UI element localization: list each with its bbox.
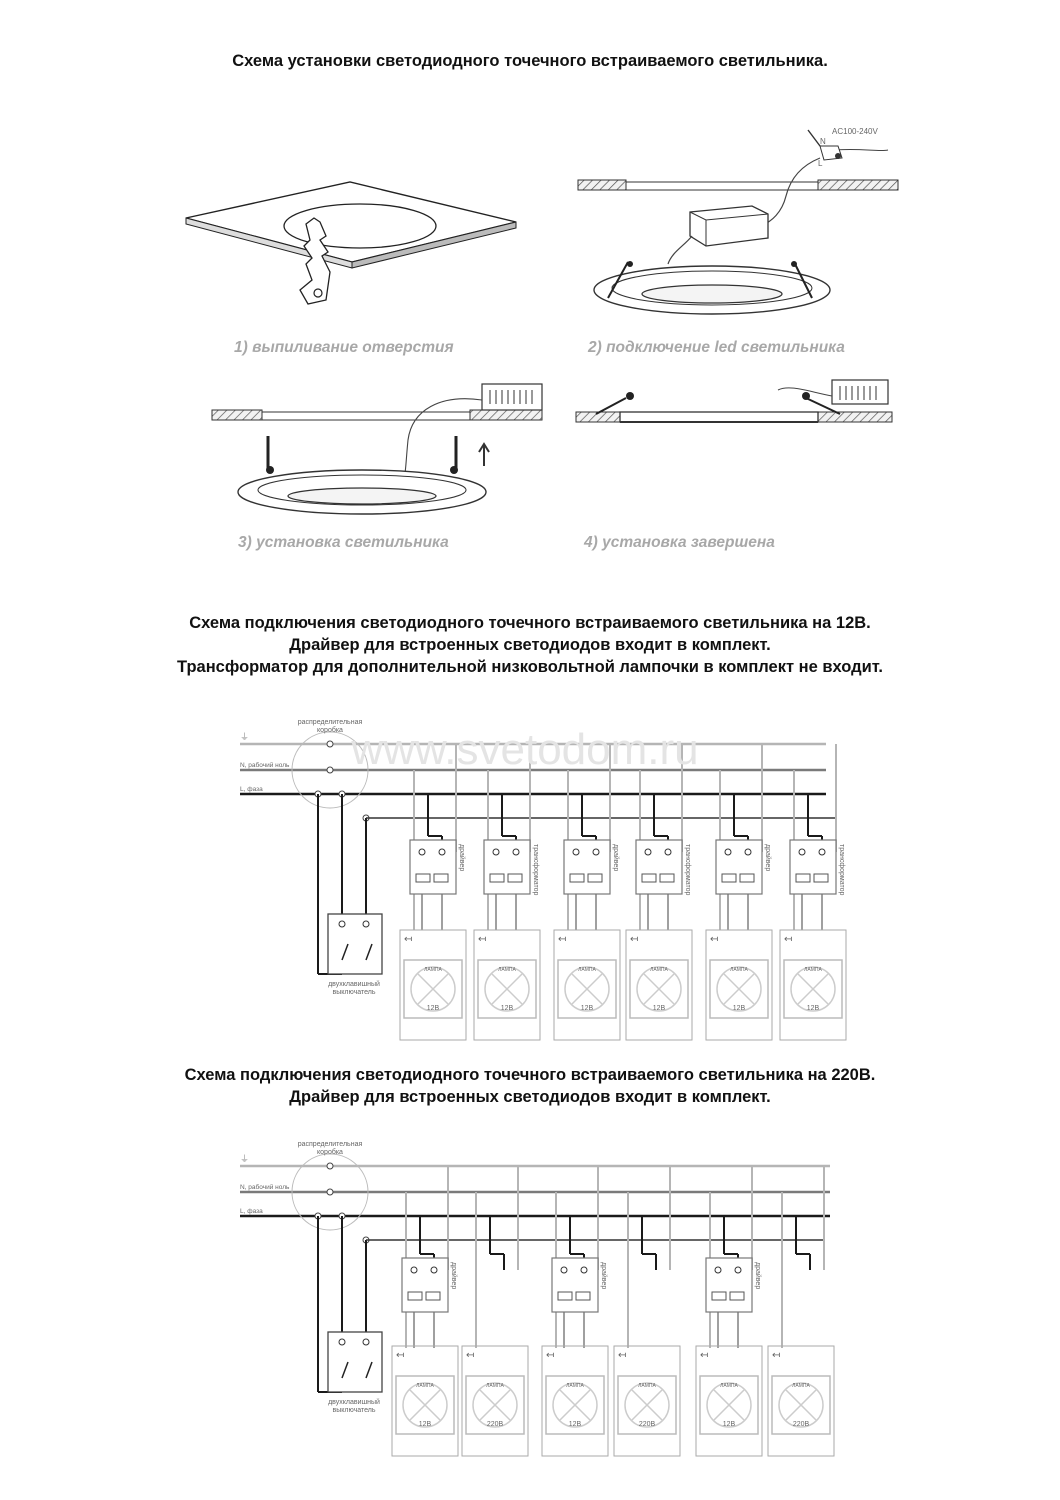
lamp-voltage-label: 12В bbox=[426, 1005, 440, 1012]
ground-arrow-icon: ↤ bbox=[478, 934, 487, 945]
switch-terminal bbox=[339, 1339, 345, 1345]
lamp-voltage-label: 12В bbox=[580, 1005, 594, 1012]
driver-label: драйвер bbox=[754, 1262, 761, 1290]
box-terminal bbox=[576, 1292, 590, 1300]
double-switch-box bbox=[328, 1332, 382, 1392]
ground-arrow-icon: ↤ bbox=[710, 934, 719, 945]
driver-box bbox=[552, 1258, 598, 1312]
ground-arrow-icon: ↤ bbox=[700, 1350, 709, 1361]
watermark: www.svetodom.ru bbox=[351, 725, 699, 774]
ground-arrow-icon: ↤ bbox=[630, 934, 639, 945]
driver-label: драйвер bbox=[450, 1262, 457, 1290]
box-input-terminal bbox=[735, 1267, 741, 1273]
lamp-label: ЛАМПА bbox=[498, 967, 516, 973]
lamp-voltage-label: 12В bbox=[732, 1005, 746, 1012]
terminal-n-label: N bbox=[820, 137, 826, 146]
neutral-line-label: N, рабочий ноль bbox=[240, 762, 290, 769]
lamp-label: ЛАМПА bbox=[638, 1383, 656, 1389]
ground-arrow-icon: ↤ bbox=[772, 1350, 781, 1361]
lamp-voltage-label: 12В bbox=[568, 1421, 582, 1428]
scheme12-title-line-1: Схема подключения светодиодного точечного встраиваемого светильника на 12В. bbox=[189, 614, 871, 632]
junction-box-label-1: распределительная bbox=[297, 719, 363, 726]
phase-line-label: L, фаза bbox=[240, 1208, 263, 1215]
step-4-caption: 4) установка завершена bbox=[584, 534, 775, 551]
driver-label: драйвер bbox=[600, 1262, 607, 1290]
voltage-label: AC100-240V bbox=[832, 127, 878, 136]
ground-arrow-icon: ↤ bbox=[784, 934, 793, 945]
lamp-label: ЛАМПА bbox=[730, 967, 748, 973]
driver-label: драйвер bbox=[458, 844, 465, 872]
transformer-label: трансформатор bbox=[684, 844, 691, 896]
lamp-label: ЛАМПА bbox=[424, 967, 442, 973]
ground-arrow-icon: ↤ bbox=[546, 1350, 555, 1361]
junction-box-label-2: коробка bbox=[317, 727, 343, 734]
terminal-l-label: L bbox=[818, 159, 823, 168]
driver-label: драйвер bbox=[612, 844, 619, 872]
lamp-label: ЛАМПА bbox=[792, 1383, 810, 1389]
ground-arrow-icon: ↤ bbox=[558, 934, 567, 945]
box-terminal bbox=[408, 1292, 422, 1300]
driver-box bbox=[402, 1258, 448, 1312]
box-terminal bbox=[558, 1292, 572, 1300]
lamp-label: ЛАМПА bbox=[486, 1383, 504, 1389]
step-3-caption: 3) установка светильника bbox=[238, 534, 449, 551]
junction-terminal bbox=[327, 1163, 333, 1169]
box-input-terminal bbox=[715, 1267, 721, 1273]
transformer-label: трансформатор bbox=[838, 844, 845, 896]
junction-box-label-2: коробка bbox=[317, 1149, 343, 1156]
lamp-voltage-label: 220В bbox=[638, 1421, 656, 1428]
lamp-voltage-label: 12В bbox=[722, 1421, 736, 1428]
junction-terminal bbox=[327, 1189, 333, 1195]
driver-box bbox=[706, 1258, 752, 1312]
lamp-voltage-label: 12В bbox=[418, 1421, 432, 1428]
driver-label: драйвер bbox=[764, 844, 771, 872]
switch-label-1: двухклавишный bbox=[328, 981, 380, 988]
scheme12-title-line-2: Драйвер для встроенных светодиодов входит в комплект. bbox=[289, 636, 771, 654]
lamp-label: ЛАМПА bbox=[804, 967, 822, 973]
neutral-line-label: N, рабочий ноль bbox=[240, 1184, 290, 1191]
lamp-label: ЛАМПА bbox=[566, 1383, 584, 1389]
scheme220-title-line-2: Драйвер для встроенных светодиодов входит в комплект. bbox=[289, 1088, 771, 1106]
switch-label-1: двухклавишный bbox=[328, 1399, 380, 1406]
lamp-voltage-label: 220В bbox=[486, 1421, 504, 1428]
box-input-terminal bbox=[561, 1267, 567, 1273]
switch-label-2: выключатель bbox=[332, 1407, 376, 1414]
ground-arrow-icon: ↤ bbox=[618, 1350, 627, 1361]
ground-symbol: ⏚ bbox=[240, 1154, 250, 1164]
lamp-label: ЛАМПА bbox=[578, 967, 596, 973]
box-input-terminal bbox=[581, 1267, 587, 1273]
scheme220-title-line-1: Схема подключения светодиодного точечного встраиваемого светильника на 220В. bbox=[184, 1066, 876, 1084]
lamp-label: ЛАМПА bbox=[650, 967, 668, 973]
lamp-label: ЛАМПА bbox=[416, 1383, 434, 1389]
ground-arrow-icon: ↤ bbox=[466, 1350, 475, 1361]
lamp-label: ЛАМПА bbox=[720, 1383, 738, 1389]
ground-arrow-icon: ↤ bbox=[396, 1350, 405, 1361]
ground-arrow-icon: ↤ bbox=[404, 934, 413, 945]
junction-box-label-1: распределительная bbox=[297, 1141, 363, 1148]
phase-line-label: L, фаза bbox=[240, 786, 263, 793]
lamp-voltage-label: 220В bbox=[792, 1421, 810, 1428]
lamp-voltage-label: 12В bbox=[806, 1005, 820, 1012]
box-input-terminal bbox=[431, 1267, 437, 1273]
ground-symbol: ⏚ bbox=[240, 732, 250, 742]
step-2-caption: 2) подключение led светильника bbox=[588, 339, 845, 356]
box-terminal bbox=[426, 1292, 440, 1300]
lamp-voltage-label: 12В bbox=[652, 1005, 666, 1012]
switch-terminal bbox=[363, 1339, 369, 1345]
box-terminal bbox=[730, 1292, 744, 1300]
switch-label-2: выключатель bbox=[332, 989, 376, 996]
step-1-caption: 1) выпиливание отверстия bbox=[234, 339, 454, 356]
box-terminal bbox=[712, 1292, 726, 1300]
transformer-label: трансформатор bbox=[532, 844, 539, 896]
scheme12-title-line-3: Трансформатор для дополнительной низковольтной лампочки в комплект не входит. bbox=[177, 658, 883, 676]
box-input-terminal bbox=[411, 1267, 417, 1273]
install-title: Схема установки светодиодного точечного встраиваемого светильника. bbox=[232, 52, 828, 70]
lamp-voltage-label: 12В bbox=[500, 1005, 514, 1012]
